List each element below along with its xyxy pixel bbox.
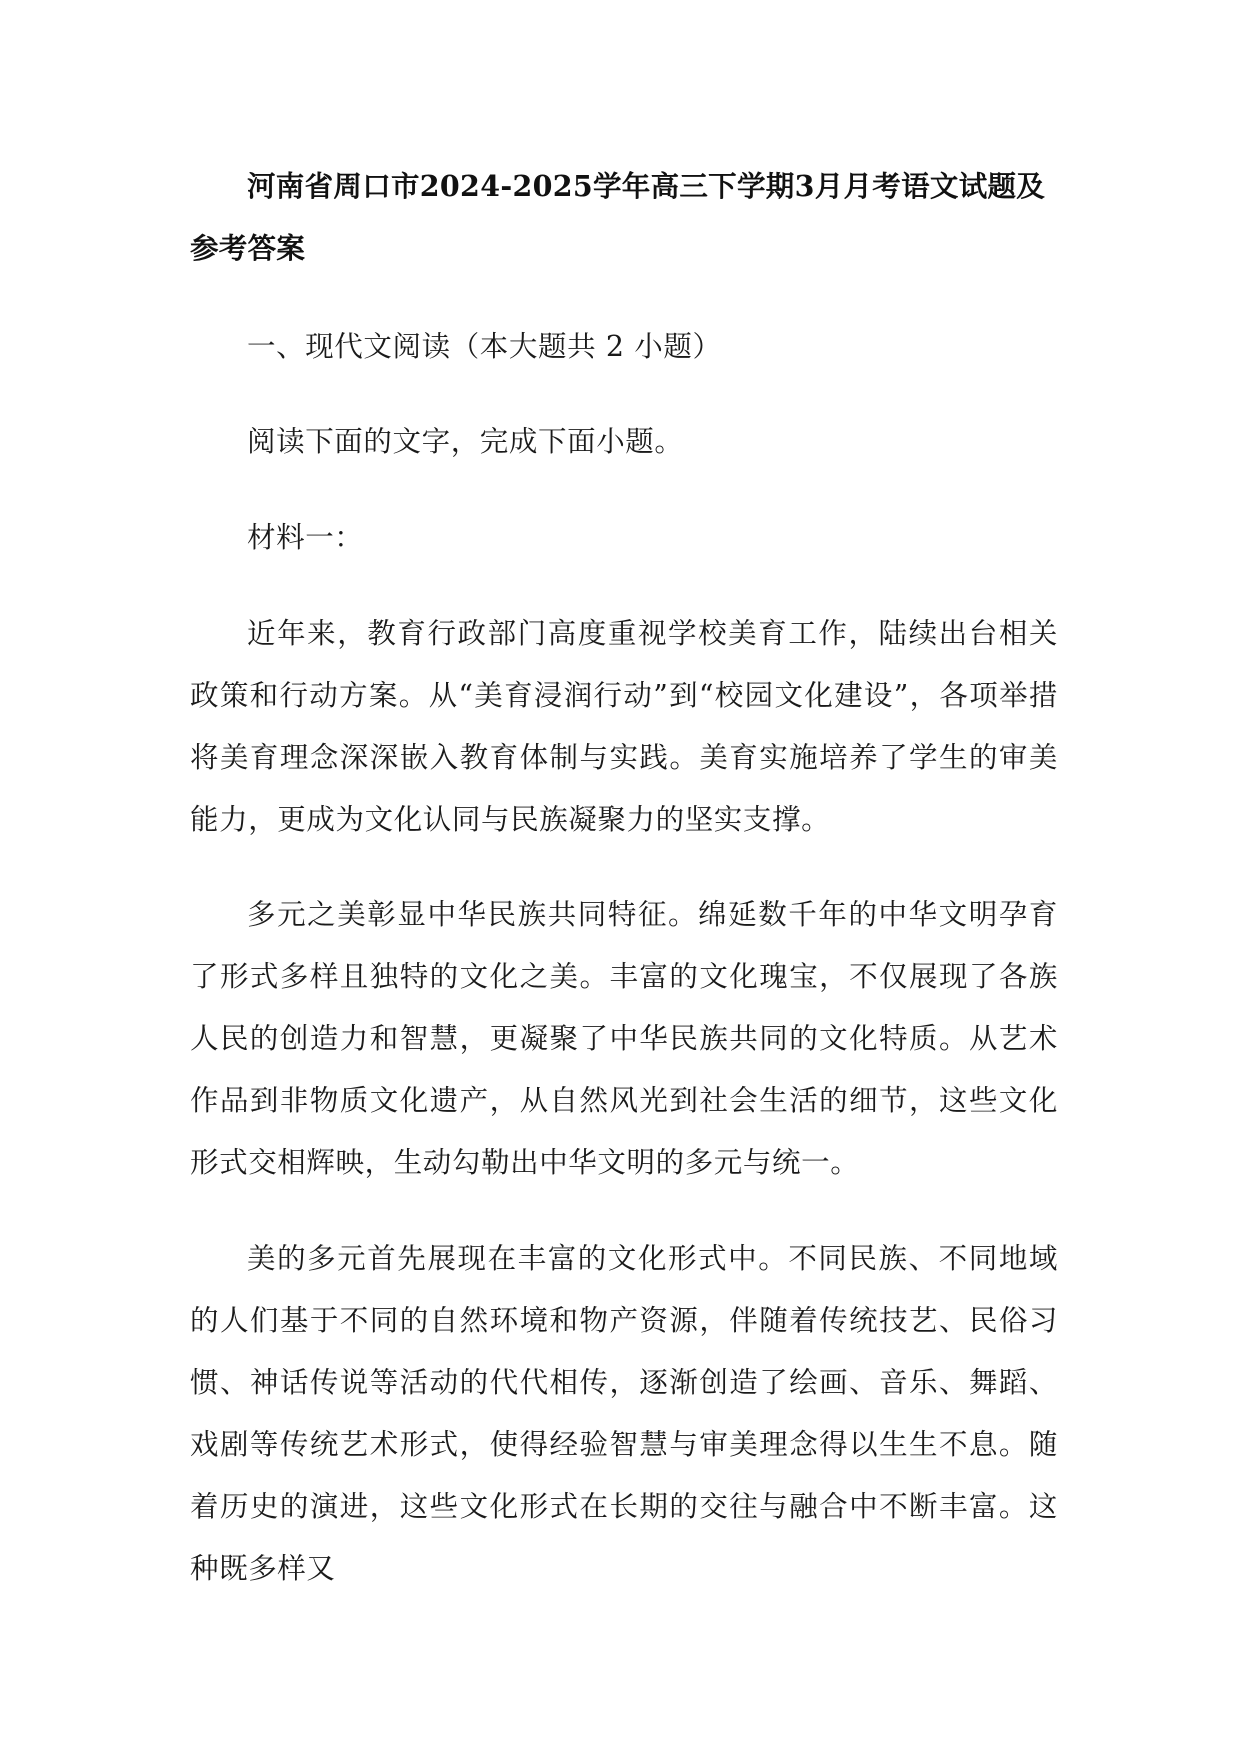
- document-body: [190, 155, 1058, 1600]
- body-paragraph: 美的多元首先展现在丰富的文化形式中。不同民族、不同地域的人们基于不同的自然环境和物产资源，伴随着传统技艺、民俗习惯、神话传说等活动的代代相传，逐渐创造了绘画、音乐、舞蹈、戏剧等传统艺术形式，使得经验智慧与审美理念得以生生不息。随着历史的演进，这些文化形式在长期的交往与融合中不断丰富。这种既多样又: [190, 1242, 1058, 1585]
- body-paragraph: 近年来，教育行政部门高度重视学校美育工作，陆续出台相关政策和行动方案。从“美育浸润行动”到“校园文化建设”，各项举措将美育理念深深嵌入教育体制与实践。美育实施培养了学生的审美能力，更成为文化认同与民族凝聚力的坚实支撑。: [190, 617, 1058, 836]
- reading-instruction: 阅读下面的文字，完成下面小题。: [247, 425, 684, 458]
- material-label: 材料一：: [247, 521, 364, 554]
- section-heading: 一、现代文阅读（本大题共 2 小题）: [247, 330, 722, 363]
- body-paragraph: 多元之美彰显中华民族共同特征。绵延数千年的中华文明孕育了形式多样且独特的文化之美。丰富的文化瑰宝，不仅展现了各族人民的创造力和智慧，更凝聚了中华民族共同的文化特质。从艺术作品到非物质文化遗产，从自然风光到社会生活的细节，这些文化形式交相辉映，生动勾勒出中华文明的多元与统一。: [190, 898, 1058, 1179]
- document-title: 河南省周口市2024-2025学年高三下学期3月月考语文试题及参考答案: [190, 169, 1046, 265]
